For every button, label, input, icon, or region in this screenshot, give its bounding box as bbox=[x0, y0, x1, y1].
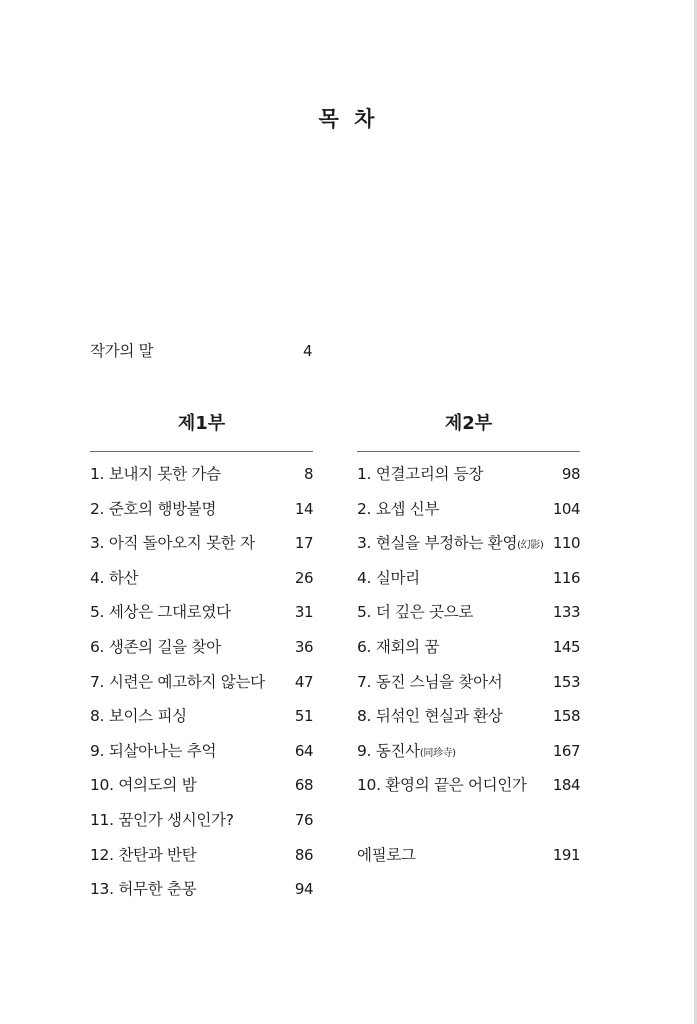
toc-entry-label: 2. 준호의 행방불명 bbox=[90, 499, 217, 518]
toc-spacer bbox=[357, 808, 580, 843]
toc-entry-label: 1. 연결고리의 등장 bbox=[357, 465, 484, 483]
toc-entry-hanja-note: (幻影) bbox=[517, 540, 544, 552]
toc-entry-page: 116 bbox=[552, 568, 580, 587]
toc-entry-label: 6. 재회의 꿈 bbox=[357, 637, 440, 656]
toc-entry-title: 9. 동진사 bbox=[357, 741, 420, 760]
toc-entry-label: 9. 되살아나는 추억 bbox=[90, 741, 217, 760]
toc-entry-page: 4 bbox=[302, 342, 312, 360]
toc-entry-label: 5. 더 깊은 곳으로 bbox=[357, 603, 474, 622]
toc-entry[interactable] bbox=[90, 843, 313, 878]
toc-entry-label bbox=[357, 739, 456, 766]
toc-entry-label: 10. 여의도의 밤 bbox=[90, 776, 197, 795]
part-1-heading: 제1부 bbox=[177, 413, 226, 434]
toc-entry-label bbox=[357, 531, 543, 558]
toc-entry-page: 36 bbox=[294, 637, 313, 656]
toc-entry[interactable] bbox=[90, 739, 313, 774]
toc-part-1 bbox=[90, 410, 313, 912]
toc-entry[interactable] bbox=[90, 773, 313, 808]
page-title: 목 차 bbox=[318, 107, 379, 131]
toc-entry-label: 10. 환영의 끝은 어디인가 bbox=[357, 776, 527, 795]
toc-entry-title: 3. 현실을 부정하는 환영 bbox=[357, 534, 518, 553]
toc-entry-label: 5. 세상은 그대로였다 bbox=[90, 603, 231, 622]
toc-entry-page: 51 bbox=[294, 707, 313, 726]
toc-entry[interactable] bbox=[90, 497, 313, 532]
toc-entry[interactable] bbox=[90, 704, 313, 739]
toc-entry-page: 31 bbox=[294, 603, 313, 622]
toc-entry-preface[interactable] bbox=[90, 339, 312, 374]
toc-entry-label: 7. 동진 스님을 찾아서 bbox=[357, 672, 503, 691]
toc-entry[interactable] bbox=[90, 566, 313, 601]
toc-entry[interactable] bbox=[90, 635, 313, 670]
toc-entry[interactable] bbox=[90, 877, 313, 912]
toc-entry-page: 110 bbox=[552, 534, 580, 553]
toc-entry[interactable] bbox=[90, 670, 313, 705]
toc-entry-label: 4. 하산 bbox=[90, 568, 139, 587]
toc-entry-page: 26 bbox=[294, 568, 313, 587]
toc-entry-page: 76 bbox=[294, 810, 313, 829]
toc-entry[interactable] bbox=[90, 531, 313, 566]
toc-entry-page: 104 bbox=[552, 499, 580, 518]
toc-entry[interactable] bbox=[357, 670, 580, 705]
toc-entry-page: 17 bbox=[294, 534, 313, 553]
part-1-entries bbox=[90, 462, 313, 912]
toc-entry-label: 12. 찬탄과 반탄 bbox=[90, 845, 197, 864]
toc-entry-label: 6. 생존의 길을 찾아 bbox=[90, 637, 221, 656]
toc-entry-label: 2. 요셉 신부 bbox=[357, 499, 440, 518]
toc-entry-page: 167 bbox=[552, 741, 580, 760]
toc-entry[interactable] bbox=[357, 600, 580, 635]
part-2-entries bbox=[357, 462, 580, 877]
toc-entry[interactable] bbox=[90, 462, 313, 497]
toc-entry-page: 133 bbox=[552, 603, 580, 622]
toc-entry[interactable] bbox=[90, 808, 313, 843]
toc-entry-label: 11. 꿈인가 생시인가? bbox=[90, 810, 234, 829]
toc-entry-label: 8. 뒤섞인 현실과 환상 bbox=[357, 707, 503, 726]
toc-entry-page: 14 bbox=[294, 499, 313, 518]
toc-entry-page: 68 bbox=[294, 776, 313, 795]
toc-entry-page: 191 bbox=[552, 845, 580, 864]
toc-entry[interactable] bbox=[357, 462, 580, 497]
toc-entry-label: 에필로그 bbox=[357, 845, 416, 864]
toc-entry-page: 158 bbox=[552, 707, 580, 726]
toc-entry-page: 184 bbox=[552, 776, 580, 795]
toc-entry[interactable] bbox=[357, 497, 580, 532]
toc-entry-label: 작가의 말 bbox=[90, 342, 154, 360]
toc-entry[interactable] bbox=[357, 635, 580, 670]
toc-entry-label: 13. 허무한 춘몽 bbox=[90, 880, 197, 899]
toc-entry[interactable] bbox=[357, 704, 580, 739]
toc-entry-epilogue[interactable] bbox=[357, 843, 580, 878]
toc-entry-label: 3. 아직 돌아오지 못한 자 bbox=[90, 534, 255, 553]
toc-entry-page: 153 bbox=[552, 672, 580, 691]
toc-entry-page: 145 bbox=[552, 637, 580, 656]
toc-entry-label: 1. 보내지 못한 가슴 bbox=[90, 465, 221, 483]
toc-entry[interactable] bbox=[90, 600, 313, 635]
toc-entry-page: 86 bbox=[294, 845, 313, 864]
toc-entry-page: 8 bbox=[303, 465, 313, 483]
toc-entry-page: 64 bbox=[294, 741, 313, 760]
toc-entry-page: 98 bbox=[561, 465, 580, 483]
toc-entry-label: 4. 실마리 bbox=[357, 568, 420, 587]
toc-entry[interactable] bbox=[357, 773, 580, 808]
toc-entry-label: 7. 시련은 예고하지 않는다 bbox=[90, 672, 265, 691]
toc-entry-hanja-note: (同珍寺) bbox=[419, 747, 456, 759]
toc-entry[interactable] bbox=[357, 531, 580, 566]
toc-entry[interactable] bbox=[357, 739, 580, 774]
toc-entry-page: 94 bbox=[294, 880, 313, 899]
part-2-heading: 제2부 bbox=[444, 413, 493, 434]
toc-entry-label: 8. 보이스 피싱 bbox=[90, 707, 187, 726]
toc-entry-page: 47 bbox=[294, 672, 313, 691]
toc-entry[interactable] bbox=[357, 566, 580, 601]
part-2-divider bbox=[357, 451, 580, 452]
part-1-divider bbox=[90, 451, 313, 452]
toc-part-2 bbox=[357, 410, 580, 877]
